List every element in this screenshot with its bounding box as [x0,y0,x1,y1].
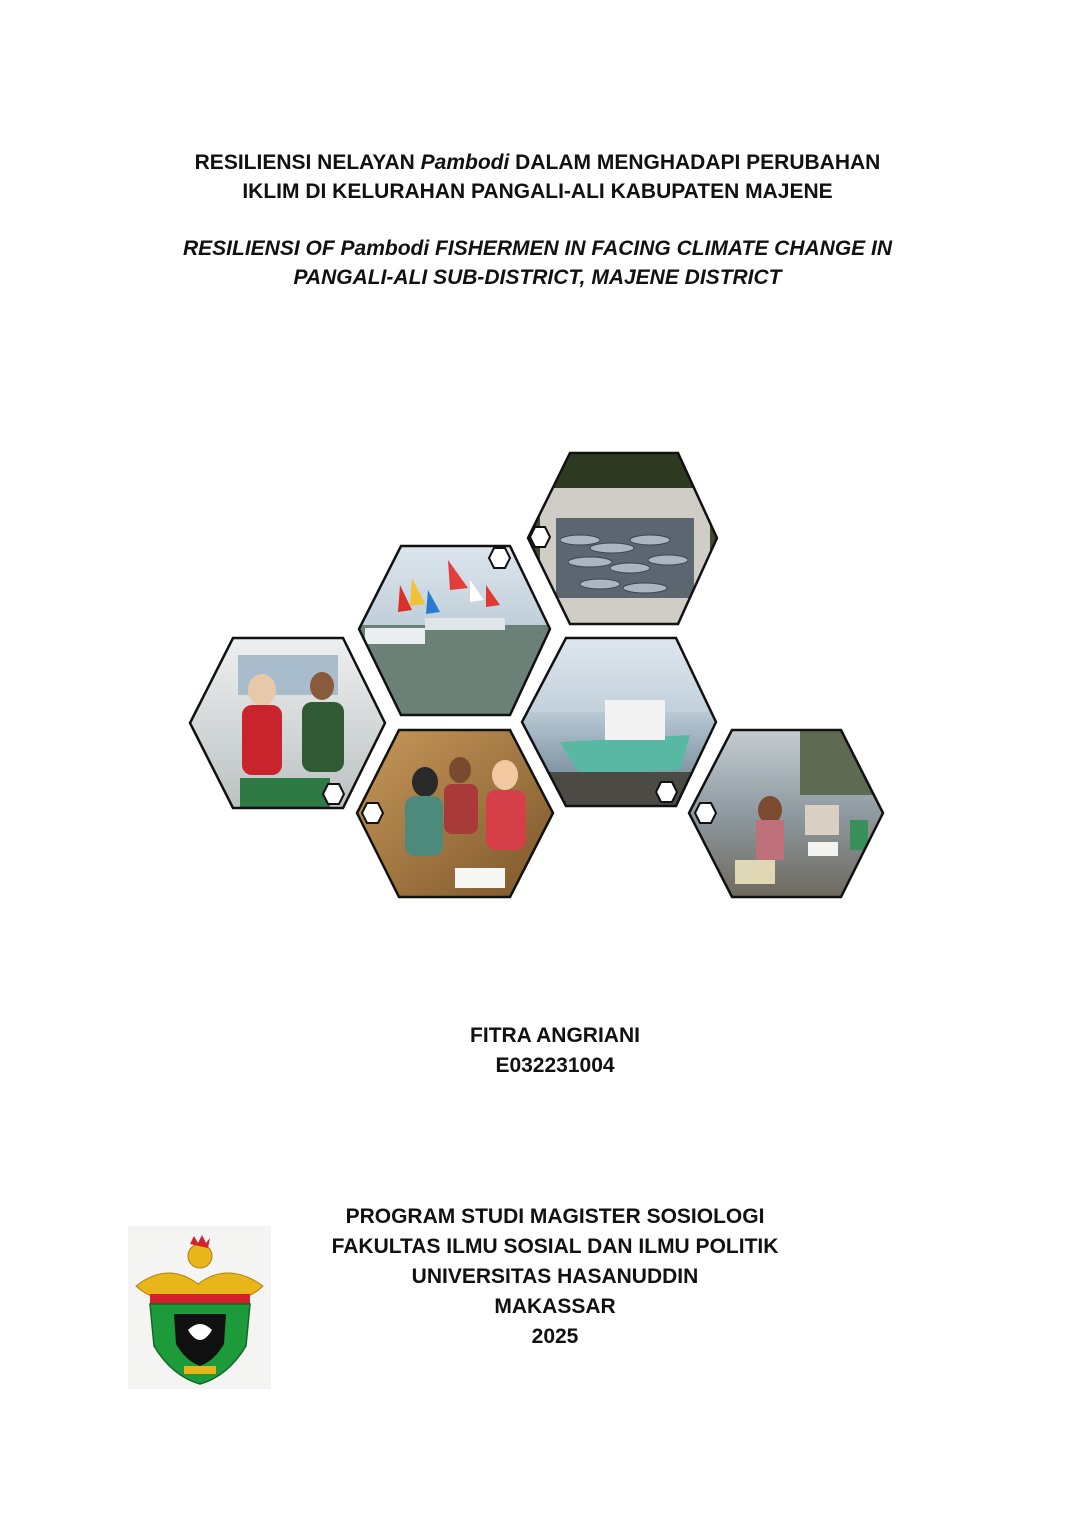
city-name: MAKASSAR [494,1295,616,1318]
title-id-line2: IKLIM DI KELURAHAN PANGALI-ALI KABUPATEN MAJENE [242,180,833,203]
institution-block [0,1202,1075,1352]
photo-boats-flags [355,540,555,720]
photo-interview-two [185,635,390,815]
title-en-line1: RESILIENSI OF Pambodi FISHERMEN IN FACING CLIMATE CHANGE IN [183,237,892,260]
student-id: E032231004 [495,1054,615,1077]
year: 2025 [531,1325,579,1348]
photo-moored-boat [518,635,720,812]
faculty-name: FAKULTAS ILMU SOSIAL DAN ILMU POLITIK [331,1235,779,1258]
title-id-line1: RESILIENSI NELAYAN Pambodi DALAM MENGHADAPI PERUBAHAN [194,151,881,174]
photo-fish-crate [520,450,720,630]
program-name: PROGRAM STUDI MAGISTER SOSIOLOGI [345,1205,765,1228]
university-name: UNIVERSITAS HASANUDDIN [411,1265,699,1288]
author-name: FITRA ANGRIANI [470,1024,640,1047]
title-en-line2: PANGALI-ALI SUB-DISTRICT, MAJENE DISTRICT [293,266,782,289]
author-block [0,1021,1075,1081]
